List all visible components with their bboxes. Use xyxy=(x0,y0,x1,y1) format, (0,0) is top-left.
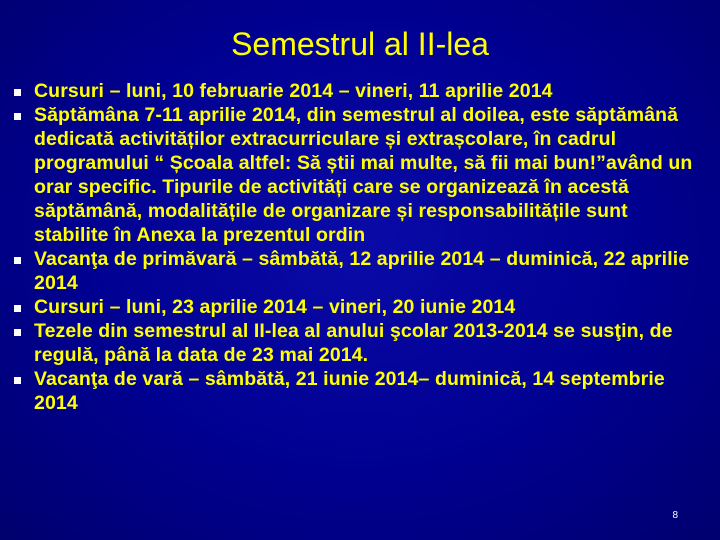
bullet-item xyxy=(14,319,704,367)
bullet-text: Cursuri – luni, 23 aprilie 2014 – vineri, 20 iunie 2014 xyxy=(34,296,516,318)
slide-title: Semestrul al II-lea xyxy=(231,26,489,62)
bullet-item xyxy=(14,103,704,247)
square-bullet-icon xyxy=(14,305,21,312)
square-bullet-icon xyxy=(14,113,21,120)
bullet-text: Vacanţa de vară – sâmbătă, 21 iunie 2014– duminică, 14 septembrie 2014 xyxy=(34,368,665,414)
square-bullet-icon xyxy=(14,377,21,384)
bullet-item xyxy=(14,367,704,415)
bullet-text: Vacanţa de primăvară – sâmbătă, 12 aprilie 2014 – duminică, 22 aprilie 2014 xyxy=(34,248,690,294)
bullet-text: Cursuri – luni, 10 februarie 2014 – vineri, 11 aprilie 2014 xyxy=(34,80,553,102)
square-bullet-icon xyxy=(14,329,21,336)
bullet-text: Săptămâna 7-11 aprilie 2014, din semestrul al doilea, este săptămână dedicată activităților extracurriculare și extrașcolare, în cadrul programului “ Școala altfel: Să știi mai multe, să fii mai bun!”având un orar specific. Tipurile de activități care se organizează în acestă săptămână, modalitățile de organizare și responsabilitățile sunt stabilite în Anexa la prezentul ordin xyxy=(34,104,693,246)
bullet-list xyxy=(14,79,704,415)
bullet-item xyxy=(14,79,704,103)
bullet-item xyxy=(14,295,704,319)
page-number: 8 xyxy=(672,510,678,521)
square-bullet-icon xyxy=(14,257,21,264)
bullet-text: Tezele din semestrul al II-lea al anului şcolar 2013-2014 se susţin, de regulă, până la data de 23 mai 2014. xyxy=(34,320,673,366)
bullet-item xyxy=(14,247,704,295)
square-bullet-icon xyxy=(14,89,21,96)
